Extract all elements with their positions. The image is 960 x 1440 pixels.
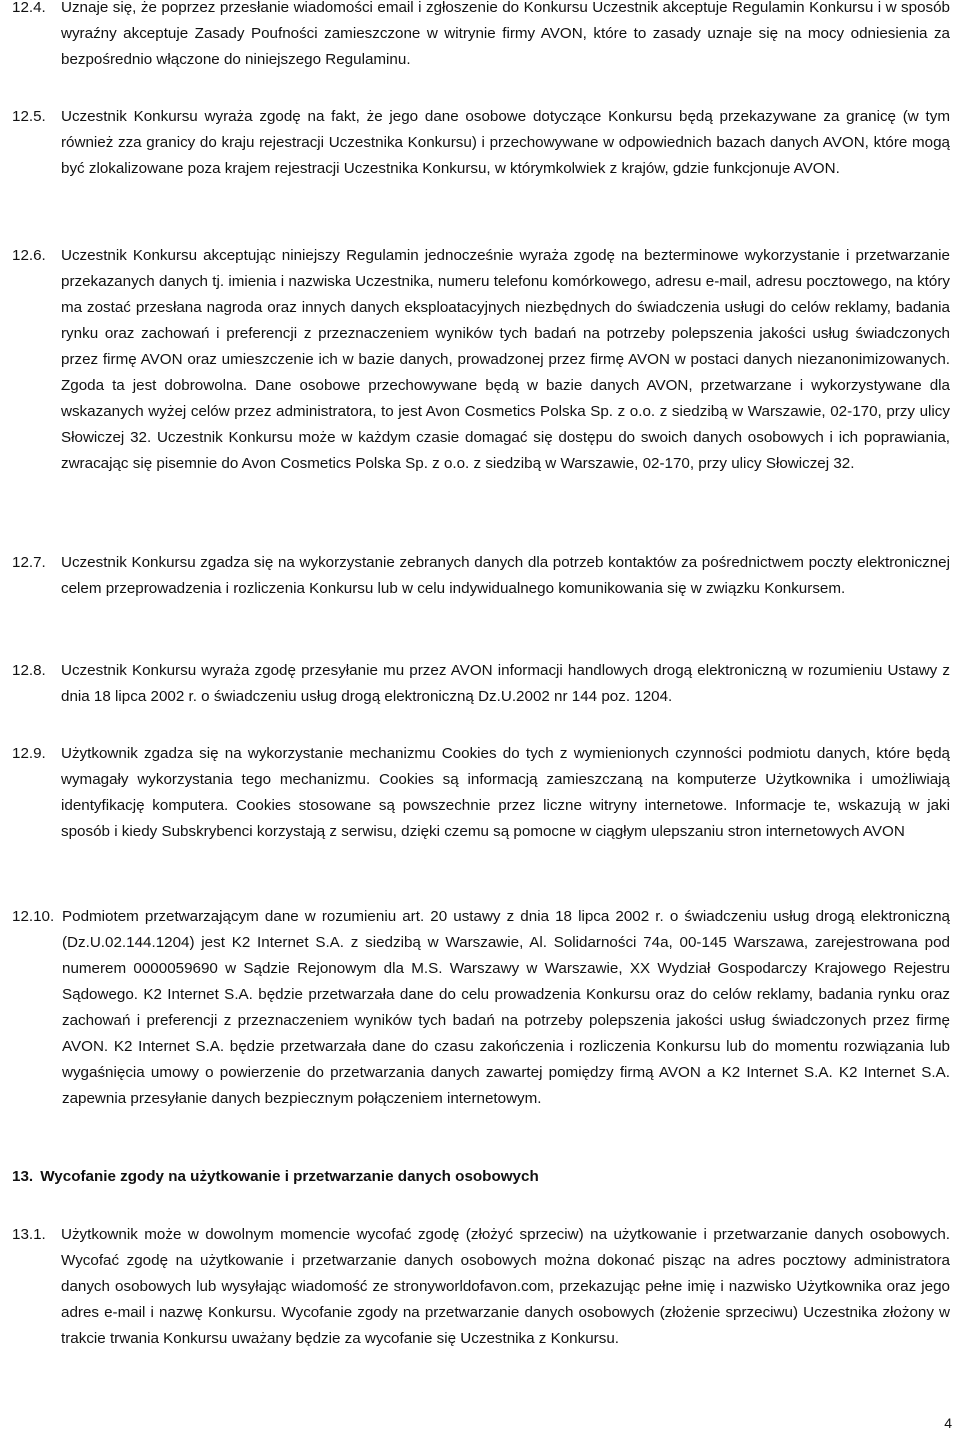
clause-text: Uczestnik Konkursu zgadza się na wykorzystanie zebranych danych dla potrzeb kontaktów za pośrednictwem poczty elektronicznej celem przeprowadzenia i rozliczenia Konkursu lub w celu indywidualnego komunikowania się w związku Konkursem. bbox=[61, 554, 950, 597]
clause-12-6 bbox=[12, 243, 950, 477]
page-number: 4 bbox=[944, 1415, 952, 1431]
clause-13-1 bbox=[12, 1222, 950, 1352]
clause-number: 12.10. bbox=[12, 908, 55, 925]
clause-text: Uczestnik Konkursu wyraża zgodę przesyłanie mu przez AVON informacji handlowych drogą elektroniczną w rozumieniu Ustawy z dnia 18 lipca 2002 r. o świadczeniu usług drogą elektroniczną Dz.U.2002 nr 144 poz. 1204. bbox=[61, 662, 950, 705]
clause-12-8 bbox=[12, 658, 950, 710]
clause-text: Użytkownik może w dowolnym momencie wycofać zgodę (złożyć sprzeciw) na użytkowanie i przetwarzanie danych osobowych. Wycofać zgodę na użytkowanie i przetwarzanie danych osobowych można dokonać pisząc na adres pocztowy administratora danych osobowych lub wysyłając wiadomość ze stronyworldofavon.com, przekazując pełne imię i nazwisko Użytkownika oraz jego adres e-mail i nazwę Konkursu. Wycofanie zgody na przetwarzanie danych osobowych (złożenie sprzeciwu) Uczestnika złożony w trakcie trwania Konkursu uważany będzie za wycofanie się Uczestnika z Konkursu. bbox=[61, 1226, 950, 1347]
clause-text: Podmiotem przetwarzającym dane w rozumieniu art. 20 ustawy z dnia 18 lipca 2002 r. o świadczeniu usług drogą elektroniczną (Dz.U.02.144.1204) jest K2 Internet S.A. z siedzibą w Warszawie, Al. Solidarności 74a, 00-145 Warszawa, zarejestrowana pod numerem 0000059690 w Sądzie Rejonowym dla M.S. Warszawy w Warszawie, XX Wydział Gospodarczy Krajowego Rejestru Sądowego. K2 Internet S.A. będzie przetwarzała dane do celu prowadzenia Konkursu oraz do celów reklamy, badania rynku oraz zachowań i preferencji z przeznaczeniem wyników tych badań na potrzeby polepszenia jakości usług świadczonych przez firmę AVON. K2 Internet S.A. będzie przetwarzała dane do czasu zakończenia i rozliczenia Konkursu lub do momentu rozwiązania lub wygaśnięcia umowy o powierzenie do przetwarzania danych zawartej pomiędzy firmą AVON a K2 Internet S.A. K2 Internet S.A. zapewnia przesyłanie danych bezpiecznym połączeniem internetowym. bbox=[62, 908, 950, 1107]
clause-12-7 bbox=[12, 550, 950, 602]
clause-number: 12.5. bbox=[12, 108, 46, 125]
clause-number: 12.4. bbox=[12, 0, 46, 16]
clause-number: 12.6. bbox=[12, 247, 46, 264]
clause-number: 12.8. bbox=[12, 662, 46, 679]
clause-number: 12.7. bbox=[12, 554, 46, 571]
clause-number: 13.1. bbox=[12, 1226, 46, 1243]
clause-12-4 bbox=[12, 0, 950, 73]
section-title: Wycofanie zgody na użytkowanie i przetwarzanie danych osobowych bbox=[40, 1168, 539, 1185]
clause-12-10 bbox=[12, 904, 950, 1112]
clause-text: Uczestnik Konkursu wyraża zgodę na fakt, że jego dane osobowe dotyczące Konkursu będą przekazywane za granicę (w tym również zza granicy do kraju rejestracji Uczestnika Konkursu) i przechowywane w odpowiednich bazach danych AVON, które mogą być zlokalizowane poza krajem rejestracji Uczestnika Konkursu, w którymkolwiek z krajów, gdzie funkcjonuje AVON. bbox=[61, 108, 950, 177]
clause-text: Uczestnik Konkursu akceptując niniejszy Regulamin jednocześnie wyraża zgodę na bezterminowe wykorzystanie i przetwarzanie przekazanych danych tj. imienia i nazwiska Uczestnika, numeru telefonu komórkowego, adresu e-mail, adresu pocztowego, na który ma zostać przesłana nagroda oraz innych danych eksploatacyjnych niezbędnych do świadczenia usługi do celów reklamy, badania rynku oraz zachowań i preferencji z przeznaczeniem wyników tych badań na potrzeby polepszenia jakości usług świadczonych przez firmę AVON oraz umieszczenie ich w bazie danych, prowadzonej przez firmę AVON w postaci danych niezanonimizowanych. Zgoda ta jest dobrowolna. Dane osobowe przechowywane będą w bazie danych AVON, przetwarzane i wykorzystywane dla wskazanych wyżej celów przez administratora, to jest Avon Cosmetics Polska Sp. z o.o. z siedzibą w Warszawie, 02-170, przy ulicy Słowiczej 32. Uczestnik Konkursu może w każdym czasie domagać się dostępu do swoich danych osobowych i ich poprawiania, zwracając się pisemnie do Avon Cosmetics Polska Sp. z o.o. z siedzibą w Warszawie, 02-170, przy ulicy Słowiczej 32. bbox=[61, 247, 950, 472]
section-13-heading bbox=[12, 1164, 950, 1190]
clause-12-5 bbox=[12, 104, 950, 182]
clause-text: Użytkownik zgadza się na wykorzystanie mechanizmu Cookies do tych z wymienionych czynności podmiotu danych, które będą wymagały wykorzystania tego mechanizmu. Cookies są informacją zamieszczaną na komputerze Użytkownika i umożliwiają identyfikację komputera. Cookies stosowane są powszechnie przez liczne witryny internetowe. Informacje te, wskazują w jaki sposób i kiedy Subskrybenci korzystają z serwisu, dzięki czemu są pomocne w ciągłym ulepszaniu stron internetowych AVON bbox=[61, 745, 950, 840]
section-number: 13. bbox=[12, 1168, 34, 1185]
clause-number: 12.9. bbox=[12, 745, 46, 762]
clause-text: Uznaje się, że poprzez przesłanie wiadomości email i zgłoszenie do Konkursu Uczestnik akceptuje Regulamin Konkursu i w sposób wyraźny akceptuje Zasady Poufności zamieszczone w witrynie firmy AVON, które to zasady uznaje się na mocy odniesienia za bezpośrednio włączone do niniejszego Regulaminu. bbox=[61, 0, 950, 68]
clause-12-9 bbox=[12, 741, 950, 845]
